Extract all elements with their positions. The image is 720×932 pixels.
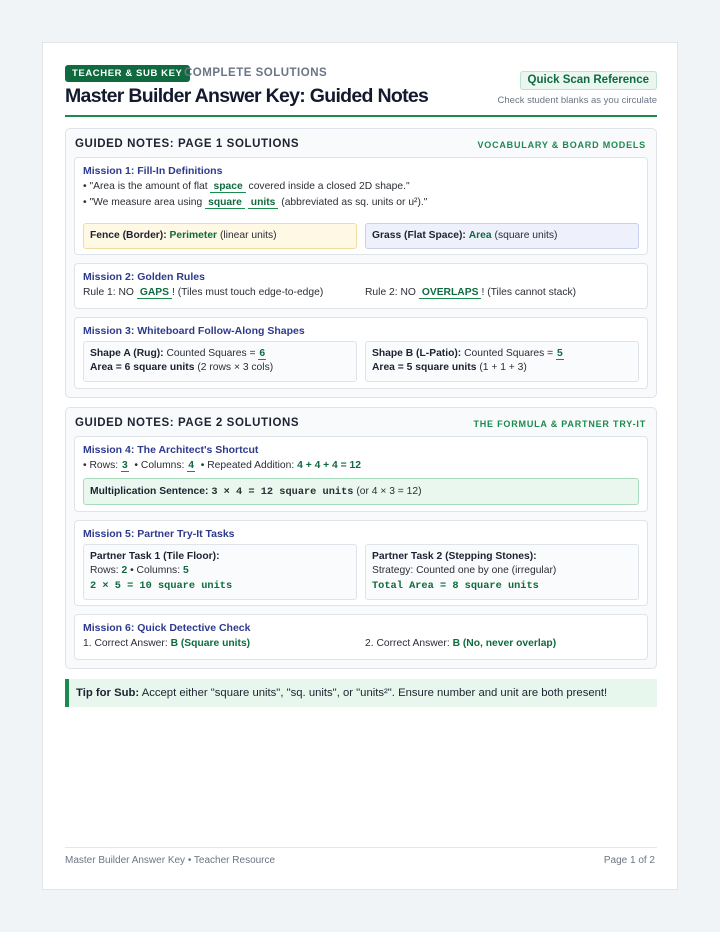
repeated-addition-answer: 4 + 4 + 4 = 12 <box>297 460 361 471</box>
answer-value: B (Square units) <box>170 638 251 649</box>
answer-blank: GAPS <box>137 287 172 299</box>
answer-value: B (No, never overlap) <box>452 638 557 649</box>
footer-divider <box>65 847 657 848</box>
answer-blank: space <box>210 181 245 193</box>
mission-title: Mission 6: Quick Detective Check <box>83 622 251 634</box>
tip-label: Tip for Sub: <box>76 687 140 699</box>
grass-box <box>365 223 639 249</box>
rows-label: • Rows: <box>83 460 119 471</box>
rows-answer: 3 <box>121 460 128 471</box>
task-strategy: Strategy: Counted one by one (irregular) <box>372 565 557 576</box>
area-note: (2 rows × 3 cols) <box>197 362 274 373</box>
repeated-addition-label: • Repeated Addition: <box>200 460 295 471</box>
mission-title: Mission 2: Golden Rules <box>83 271 205 283</box>
multiplication-answer: 3 × 4 = 12 square units <box>211 486 354 498</box>
line-text: Rule 2: NO <box>365 287 416 298</box>
answer-blank: 5 <box>557 348 563 359</box>
partner-task-1-box <box>83 544 357 600</box>
fence-box <box>83 223 357 249</box>
rule-2 <box>365 287 576 298</box>
fence-units: (linear units) <box>219 230 277 241</box>
sub-tip-callout <box>65 679 657 707</box>
counted-label: Counted Squares = <box>166 348 256 359</box>
definition-line-2 <box>83 197 427 208</box>
multiplication-sentence-box <box>83 478 639 505</box>
answer-blank: square <box>205 197 245 209</box>
answer-label: 1. Correct Answer: <box>83 638 168 649</box>
area-answer: Area = 6 square units <box>90 362 195 373</box>
area-note: (1 + 1 + 3) <box>479 362 527 373</box>
page-title: Master Builder Answer Key: Guided Notes <box>65 85 429 107</box>
section-tag: THE FORMULA & PARTNER TRY-IT <box>473 419 646 429</box>
grass-units: (square units) <box>494 230 558 241</box>
mission-3-card <box>74 317 648 389</box>
footer-left: Master Builder Answer Key • Teacher Resource <box>65 855 276 866</box>
task-title: Partner Task 1 (Tile Floor): <box>90 551 220 562</box>
columns-answer: 4 <box>188 460 194 471</box>
header-subtitle: COMPLETE SOLUTIONS <box>184 67 328 79</box>
shape-label: Shape A (Rug): <box>90 348 164 359</box>
line-text: • "Area is the amount of flat <box>83 181 208 192</box>
grass-value: Area <box>468 230 492 241</box>
partner-task-2-box <box>365 544 639 600</box>
page2-solutions-section <box>65 407 657 669</box>
teacher-sub-key-badge: TEACHER & SUB KEY <box>65 65 190 82</box>
answer-blank: units <box>248 197 279 209</box>
page-number: Page 1 of 2 <box>603 855 655 866</box>
mission-5-card <box>74 520 648 606</box>
mission-title: Mission 5: Partner Try-It Tasks <box>83 528 235 540</box>
answer-blank: 6 <box>259 348 266 359</box>
shape-a-box <box>83 341 357 382</box>
shape-b-box <box>365 341 639 382</box>
mission-title: Mission 3: Whiteboard Follow-Along Shapes <box>83 325 305 337</box>
mission-6-card <box>74 614 648 660</box>
counted-label: Counted Squares = <box>464 348 554 359</box>
task-equation: Total Area = 8 square units <box>372 580 539 592</box>
line-text: Rule 1: NO <box>83 287 134 298</box>
line-text: • "We measure area using <box>83 197 203 208</box>
fence-label: Fence (Border): <box>90 230 167 241</box>
section-title: GUIDED NOTES: PAGE 2 SOLUTIONS <box>75 417 300 429</box>
page1-solutions-section <box>65 128 657 398</box>
answer-label: 2. Correct Answer: <box>365 638 450 649</box>
page-header <box>65 65 657 117</box>
mission-title: Mission 1: Fill-In Definitions <box>83 165 223 177</box>
answer-key-page <box>42 42 678 890</box>
quick-scan-reference-badge: Quick Scan Reference <box>520 71 657 90</box>
line-text: ! (Tiles cannot stack) <box>481 287 577 298</box>
mission-1-card <box>74 157 648 255</box>
reference-note: Check student blanks as you circulate <box>497 95 657 106</box>
mission-title: Mission 4: The Architect's Shortcut <box>83 444 259 456</box>
multiplication-label: Multiplication Sentence: <box>90 486 209 497</box>
mission-2-card <box>74 263 648 309</box>
check-answer-1 <box>83 638 250 649</box>
shape-label: Shape B (L-Patio): <box>372 348 462 359</box>
line-text: covered inside a closed 2D shape." <box>248 181 410 192</box>
rows-label: Rows: <box>90 565 119 576</box>
mission-4-card <box>74 436 648 512</box>
line-text: ! (Tiles must touch edge-to-edge) <box>172 287 324 298</box>
answer-blank: OVERLAPS <box>419 287 482 299</box>
line-text: (abbreviated as sq. units or u²)." <box>281 197 428 208</box>
grass-label: Grass (Flat Space): <box>372 230 466 241</box>
rule-1 <box>83 287 323 298</box>
multiplication-alternate: (or 4 × 3 = 12) <box>356 486 422 497</box>
columns-answer: 5 <box>182 565 189 576</box>
section-title: GUIDED NOTES: PAGE 1 SOLUTIONS <box>75 138 300 150</box>
tip-text: Accept either "square units", "sq. units", or "units²". Ensure number and unit are both present! <box>141 687 608 699</box>
columns-label: • Columns: <box>134 460 185 471</box>
rows-answer: 2 <box>121 565 128 576</box>
columns-label: • Columns: <box>130 565 181 576</box>
area-answer: Area = 5 square units <box>372 362 477 373</box>
definition-line-1 <box>83 181 410 192</box>
section-tag: VOCABULARY & BOARD MODELS <box>477 140 646 150</box>
task-title: Partner Task 2 (Stepping Stones): <box>372 551 537 562</box>
fence-value: Perimeter <box>169 230 218 241</box>
task-equation: 2 × 5 = 10 square units <box>90 580 233 592</box>
check-answer-2 <box>365 638 556 649</box>
array-facts <box>83 460 361 471</box>
